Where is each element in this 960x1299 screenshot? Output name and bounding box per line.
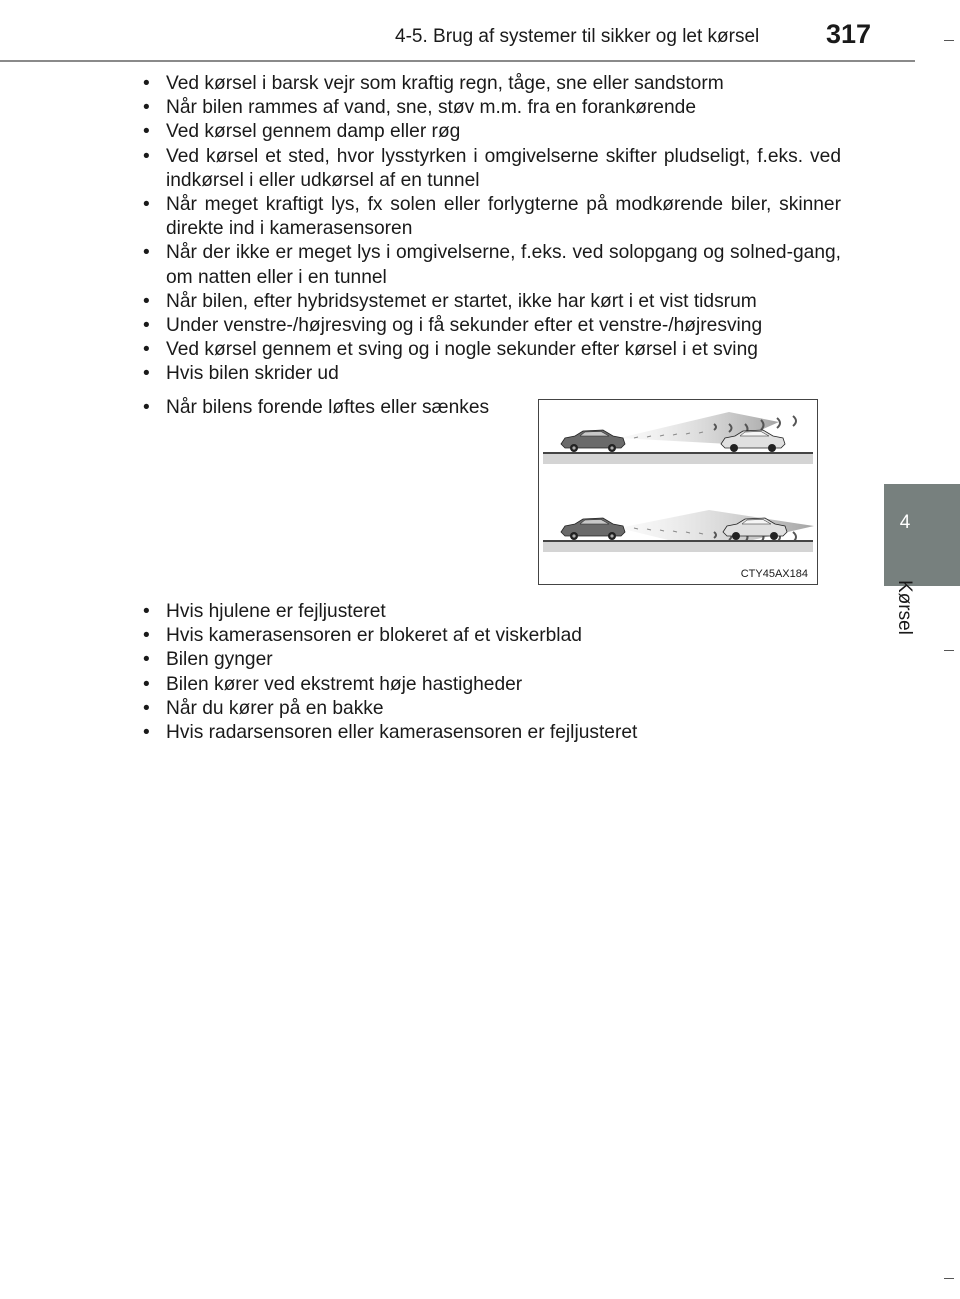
list-item-text: Under venstre-/højresving og i få sekunder efter et venstre-/højresving	[166, 315, 763, 337]
list-item	[141, 396, 531, 420]
bullet-icon: •	[143, 339, 150, 361]
list-item-text: Bilen gynger	[166, 649, 273, 671]
list-item	[141, 290, 841, 314]
bullet-icon: •	[143, 697, 150, 719]
bullet-icon: •	[143, 722, 150, 744]
list-item	[141, 338, 841, 362]
list-item-text: Når bilens forende løftes eller sænkes	[166, 397, 490, 418]
list-item	[141, 600, 841, 624]
list-item-text: Ved kørsel et sted, hvor lysstyrken i omgivelserne skifter pludseligt, f.eks. ved indkørsel i eller udkørsel af en tunnel	[166, 145, 841, 191]
list-item	[141, 697, 841, 721]
list-item	[141, 241, 841, 289]
list-item-text: Hvis hjulene er fejljusteret	[166, 601, 386, 622]
chapter-label: Kørsel	[894, 580, 915, 635]
crop-mark	[944, 650, 954, 651]
list-item-text: Når du kører på en bakke	[166, 697, 384, 719]
illustration-figure	[538, 399, 818, 585]
bullet-icon: •	[143, 601, 150, 622]
list-item-text: Ved kørsel gennem et sving og i nogle sekunder efter kørsel i et sving	[166, 339, 758, 361]
bullet-icon: •	[143, 625, 150, 647]
list-item-text: Når bilen, efter hybridsystemet er startet, ikke har kørt i et vist tidsrum	[166, 290, 757, 312]
scene-pitched	[543, 510, 814, 552]
bullet-icon: •	[143, 315, 150, 337]
list-item-text: Ved kørsel i barsk vejr som kraftig regn, tåge, sne eller sandstorm	[166, 73, 724, 94]
list-item	[141, 145, 841, 193]
crop-mark	[944, 40, 954, 41]
bullet-icon: •	[143, 397, 150, 418]
bullet-icon: •	[143, 242, 150, 264]
list-item	[141, 624, 841, 648]
list-item	[141, 193, 841, 241]
list-item	[141, 648, 841, 672]
bullet-icon: •	[143, 290, 150, 312]
list-item	[141, 314, 841, 338]
list-item-text: Bilen kører ved ekstremt høje hastigheder	[166, 673, 523, 695]
chapter-number: 4	[899, 512, 911, 533]
figure-code: CTY45AX184	[740, 568, 808, 580]
bullet-icon: •	[143, 97, 150, 119]
bullet-list-bottom	[141, 600, 841, 745]
list-item	[141, 96, 841, 120]
list-item-text: Hvis bilen skrider ud	[166, 363, 339, 385]
bullet-icon: •	[143, 194, 150, 216]
bullet-icon: •	[143, 145, 150, 167]
list-item-text: Når meget kraftigt lys, fx solen eller forlygterne på modkørende biler, skinner direkte ind i kamerasensoren	[166, 194, 841, 240]
scene-level	[543, 412, 813, 464]
list-item-text: Når der ikke er meget lys i omgivelserne, f.eks. ved solopgang og solned-gang, om natten eller i en tunnel	[166, 242, 841, 288]
bullet-icon: •	[143, 673, 150, 695]
bullet-icon: •	[143, 649, 150, 671]
bullet-icon: •	[143, 363, 150, 385]
crop-mark	[944, 1278, 954, 1279]
list-item-text: Hvis kamerasensoren er blokeret af et viskerblad	[166, 625, 582, 647]
bullet-list-top	[141, 72, 841, 387]
list-item-text: Når bilen rammes af vand, sne, støv m.m. fra en forankørende	[166, 97, 696, 119]
car-pitch-illustration	[539, 400, 817, 584]
list-item	[141, 673, 841, 697]
list-item	[141, 721, 841, 745]
list-item-text: Hvis radarsensoren eller kamerasensoren er fejljusteret	[166, 722, 638, 744]
bullet-icon: •	[143, 121, 150, 143]
list-item	[141, 362, 841, 386]
bullet-list-mid	[141, 396, 531, 420]
list-item-text: Ved kørsel gennem damp eller røg	[166, 121, 461, 143]
list-item	[141, 120, 841, 144]
list-item	[141, 72, 841, 96]
bullet-icon: •	[143, 73, 150, 94]
page-number: 317	[826, 19, 872, 49]
header-rule	[0, 60, 915, 62]
chapter-tab	[884, 484, 960, 586]
section-title: 4-5. Brug af systemer til sikker og let kørsel	[395, 26, 760, 47]
